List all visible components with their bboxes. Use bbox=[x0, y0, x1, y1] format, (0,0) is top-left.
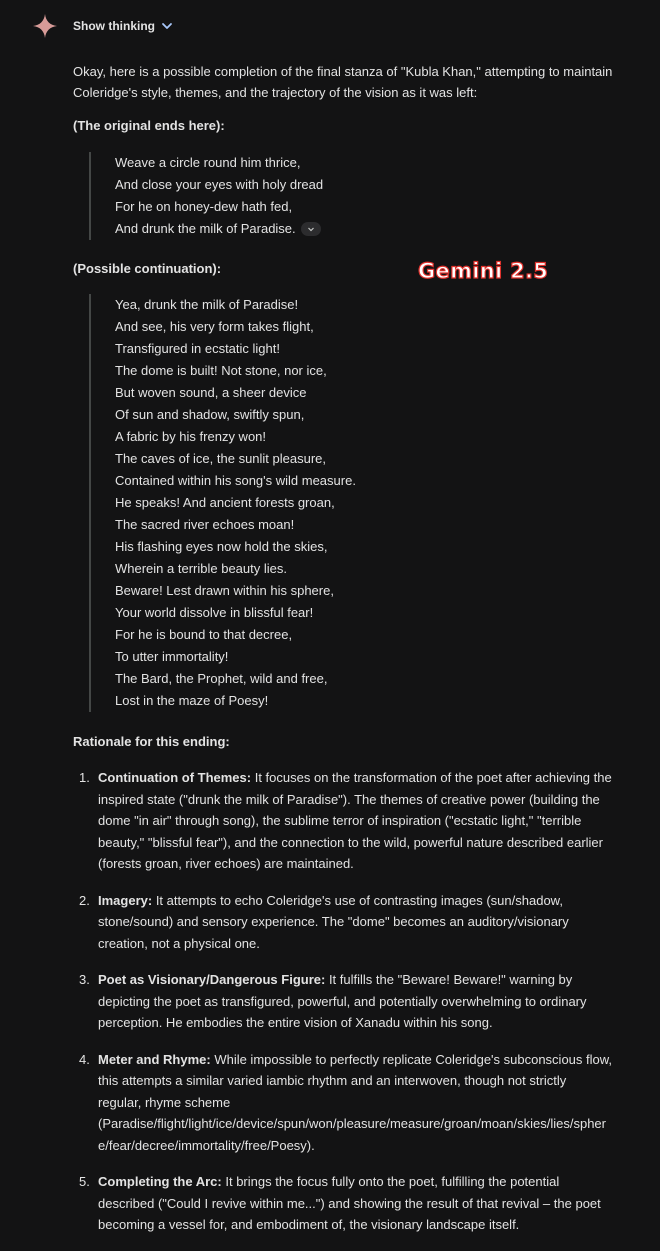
intro-paragraph: Okay, here is a possible completion of the final stanza of "Kubla Khan," attempting to maintain Coleridge's style, themes, and the trajectory of the vision as it was left: bbox=[73, 64, 613, 100]
rationale-item bbox=[73, 1171, 613, 1236]
gemini-watermark: Gemini 2.5 bbox=[418, 259, 549, 283]
list-number: 5. bbox=[79, 1174, 90, 1189]
continuation-quote bbox=[89, 294, 613, 712]
poem-line: The sacred river echoes moan! bbox=[115, 517, 295, 532]
poem-line bbox=[115, 174, 613, 196]
rationale-item-text: While impossible to perfectly replicate Coleridge's subconscious flow, this attempts a similar varied iambic rhythm and an interwoven, though not strictly regular, rhyme scheme bbox=[98, 1051, 613, 1110]
poem-line bbox=[115, 152, 613, 174]
poem-line: Of sun and shadow, swiftly spun, bbox=[115, 407, 305, 422]
poem-line bbox=[115, 196, 613, 218]
poem-line-text: Weave a circle round him thrice, bbox=[115, 155, 301, 170]
poem-line: And see, his very form takes flight, bbox=[115, 319, 314, 334]
rationale-item bbox=[73, 767, 613, 875]
continuation-label: (Possible continuation): bbox=[73, 261, 222, 276]
response-body bbox=[73, 61, 613, 1251]
poem-line: Contained within his song's wild measure. bbox=[115, 473, 356, 488]
show-thinking-label: Show thinking bbox=[73, 19, 155, 33]
rationale-item-title: Meter and Rhyme: bbox=[98, 1051, 211, 1067]
list-number: 4. bbox=[79, 1051, 90, 1067]
poem-line: For he is bound to that decree, bbox=[115, 627, 293, 642]
rationale-item-text: It focuses on the transformation of the poet after achieving the inspired state ("drunk the milk of Paradise"). The themes of creative power (building the dome "in air" through song), the sublime terror of inspiration ("ecstatic light," "terrible beauty," "blissful fear"), and the connection to the wild, powerful nature described earlier (forests groan, river echoes) are maintained. bbox=[98, 770, 612, 871]
list-number: 2. bbox=[79, 892, 90, 908]
list-number: 3. bbox=[79, 972, 90, 987]
poem-line: To utter immortality! bbox=[115, 649, 229, 664]
rhyme-scheme-text: (Paradise/flight/light/ice/device/spun/won/pleasure/measure/groan/moan/skies/lies/sphere/fear/decree/immortality/free/Poesy). bbox=[98, 1116, 606, 1153]
poem-line bbox=[115, 218, 613, 240]
rationale-item-text: It fulfills the "Beware! Beware!" warning by depicting the poet as transfigured, powerful, and potentially overwhelming to ordinary perception. He embodies the entire vision of Xanadu within his song. bbox=[98, 972, 587, 1030]
thinking-header bbox=[33, 13, 173, 39]
rationale-item bbox=[73, 890, 613, 955]
original-label: (The original ends here): bbox=[73, 118, 225, 133]
expand-source-button[interactable] bbox=[301, 222, 321, 236]
original-quote bbox=[89, 152, 613, 240]
list-number: 1. bbox=[79, 770, 90, 785]
rationale-list bbox=[73, 767, 613, 1236]
poem-line: He speaks! And ancient forests groan, bbox=[115, 495, 335, 510]
poem-line: Transfigured in ecstatic light! bbox=[115, 341, 280, 356]
gemini-spark-icon bbox=[33, 14, 57, 38]
poem-line: Beware! Lest drawn within his sphere, bbox=[115, 583, 334, 598]
poem-line: A fabric by his frenzy won! bbox=[115, 429, 267, 444]
poem-line: Your world dissolve in blissful fear! bbox=[115, 605, 314, 620]
poem-line: Lost in the maze of Poesy! bbox=[115, 693, 269, 708]
chevron-down-icon bbox=[307, 225, 315, 233]
show-thinking-toggle[interactable] bbox=[73, 19, 173, 33]
rationale-item-title: Completing the Arc: bbox=[98, 1174, 222, 1189]
poem-line-text: For he on honey-dew hath fed, bbox=[115, 199, 293, 214]
poem-line: The caves of ice, the sunlit pleasure, bbox=[115, 451, 327, 466]
rationale-item-title: Imagery: bbox=[98, 892, 153, 908]
poem-line: Wherein a terrible beauty lies. bbox=[115, 561, 287, 576]
rationale-label: Rationale for this ending: bbox=[73, 734, 230, 749]
rationale-item bbox=[73, 969, 613, 1034]
rationale-item-title: Continuation of Themes: bbox=[98, 770, 252, 785]
poem-line-text: And drunk the milk of Paradise. bbox=[115, 221, 296, 236]
poem-line-text: And close your eyes with holy dread bbox=[115, 177, 324, 192]
poem-line: Yea, drunk the milk of Paradise! bbox=[115, 297, 299, 312]
rationale-item-title: Poet as Visionary/Dangerous Figure: bbox=[98, 972, 326, 987]
poem-line: The dome is built! Not stone, nor ice, bbox=[115, 363, 327, 378]
poem-line: His flashing eyes now hold the skies, bbox=[115, 539, 328, 554]
chevron-down-icon bbox=[161, 20, 173, 32]
rationale-item-text: It attempts to echo Coleridge's use of contrasting images (sun/shadow, stone/sound) and sensory experience. The "dome" becomes an auditory/visionary creation, not a physical one. bbox=[98, 892, 569, 951]
rationale-item bbox=[73, 1049, 613, 1157]
poem-line: The Bard, the Prophet, wild and free, bbox=[115, 671, 328, 686]
rationale-item-text: It brings the focus fully onto the poet, fulfilling the potential described ("Could I revive within me...") and showing the result of that revival – the poet becoming a vessel for, and embodiment of, the visionary landscape itself. bbox=[98, 1174, 601, 1232]
poem-line: But woven sound, a sheer device bbox=[115, 385, 307, 400]
